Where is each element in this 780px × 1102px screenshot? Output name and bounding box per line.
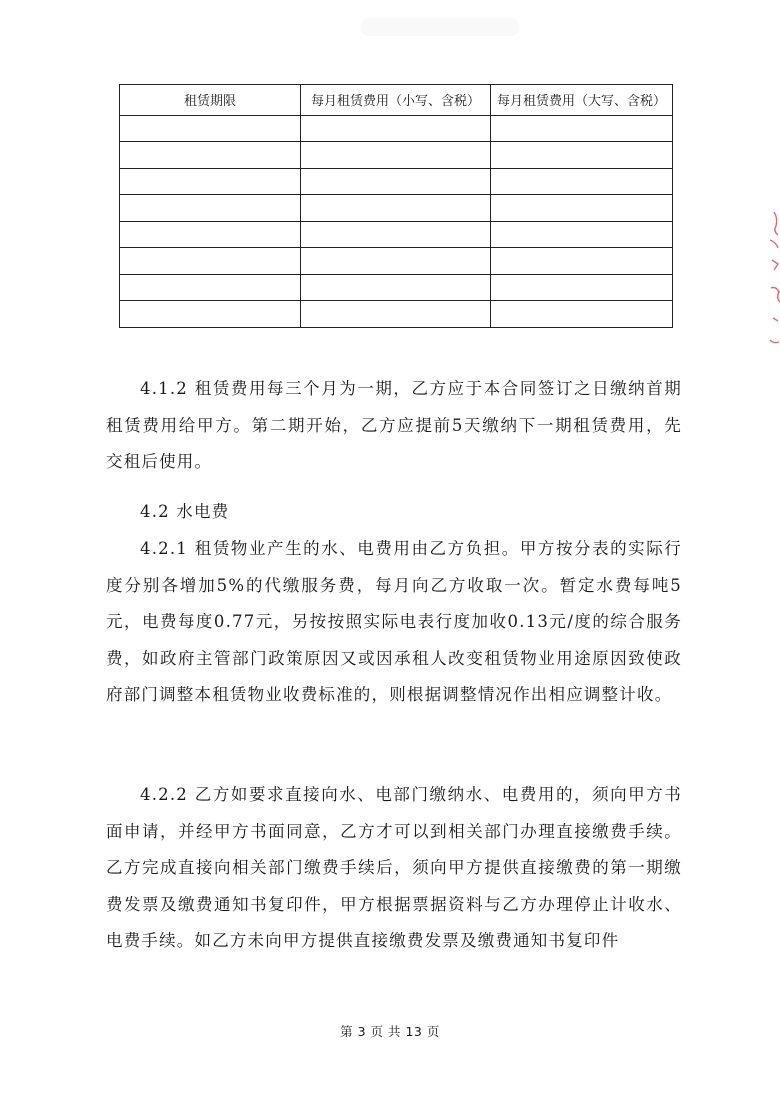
table-cell [120, 301, 301, 328]
table-cell [120, 195, 301, 222]
table-cell [120, 115, 301, 142]
rent-schedule-table [119, 84, 673, 328]
table-cell [120, 221, 301, 248]
table-cell [491, 168, 673, 195]
table-row [120, 168, 673, 195]
table-cell [301, 168, 491, 195]
table-row [120, 301, 673, 328]
clause-text: 4.2.1 租赁物业产生的水、电费用由乙方负担。甲方按分表的实际行度分别各增加5%的代缴服务费，每月向乙方收取一次。暂定水费每吨5元，电费每度0.77元，另按按照实际电表行度加收0.13元/度的综合服务费，如政府主管部门政策原因又或因承租人改变租赁物业用途原因致使政府部门调整本租赁物业收费标准的，则根据调整情况作出相应调整计收。 [106, 539, 682, 704]
table-cell [301, 142, 491, 169]
table-cell [491, 115, 673, 142]
clause-text: 4.1.2 租赁费用每三个月为一期，乙方应于本合同签订之日缴纳首期租赁费用给甲方。第二期开始，乙方应提前5天缴纳下一期租赁费用，先交租后使用。 [106, 379, 682, 471]
header-monthly-fee-words: 每月租赁费用（大写、含税） [491, 85, 673, 116]
scan-smudge [360, 18, 520, 36]
table-cell [301, 301, 491, 328]
table-cell [301, 221, 491, 248]
table-cell [120, 142, 301, 169]
section-heading: 4.2 水电费 [140, 502, 230, 521]
table-cell [120, 168, 301, 195]
seal-fragment-icon [762, 200, 780, 370]
table-cell [491, 195, 673, 222]
table-row [120, 195, 673, 222]
table-cell [491, 274, 673, 301]
table-row [120, 221, 673, 248]
header-lease-term: 租赁期限 [120, 85, 301, 116]
table-row [120, 274, 673, 301]
clause-4-2-1 [106, 531, 682, 714]
table-cell [301, 248, 491, 275]
table-cell [301, 115, 491, 142]
table-cell [491, 142, 673, 169]
table-row [120, 248, 673, 275]
header-monthly-fee-numeric: 每月租赁费用（小写、含税） [301, 85, 491, 116]
table-row [120, 142, 673, 169]
table-row [120, 115, 673, 142]
clause-text: 4.2.2 乙方如要求直接向水、电部门缴纳水、电费用的，须向甲方书面申请，并经甲方书面同意，乙方才可以到相关部门办理直接缴费手续。乙方完成直接向相关部门缴费手续后，须向甲方提供直接缴费的第一期缴费发票及缴费通知书复印件，甲方根据票据资料与乙方办理停止计收水、电费手续。如乙方未向甲方提供直接缴费发票及缴费通知书复印件 [106, 785, 682, 950]
table-cell [491, 248, 673, 275]
page-number-footer: 第 3 页 共 13 页 [340, 1024, 440, 1039]
table-cell [301, 274, 491, 301]
table-header-row [120, 85, 673, 116]
table-cell [301, 195, 491, 222]
table-cell [491, 221, 673, 248]
table-cell [120, 274, 301, 301]
table-cell [491, 301, 673, 328]
table-cell [120, 248, 301, 275]
clause-4-2-2 [106, 777, 682, 960]
clause-4-1-2 [106, 371, 682, 481]
clause-4-2-heading [106, 494, 682, 531]
